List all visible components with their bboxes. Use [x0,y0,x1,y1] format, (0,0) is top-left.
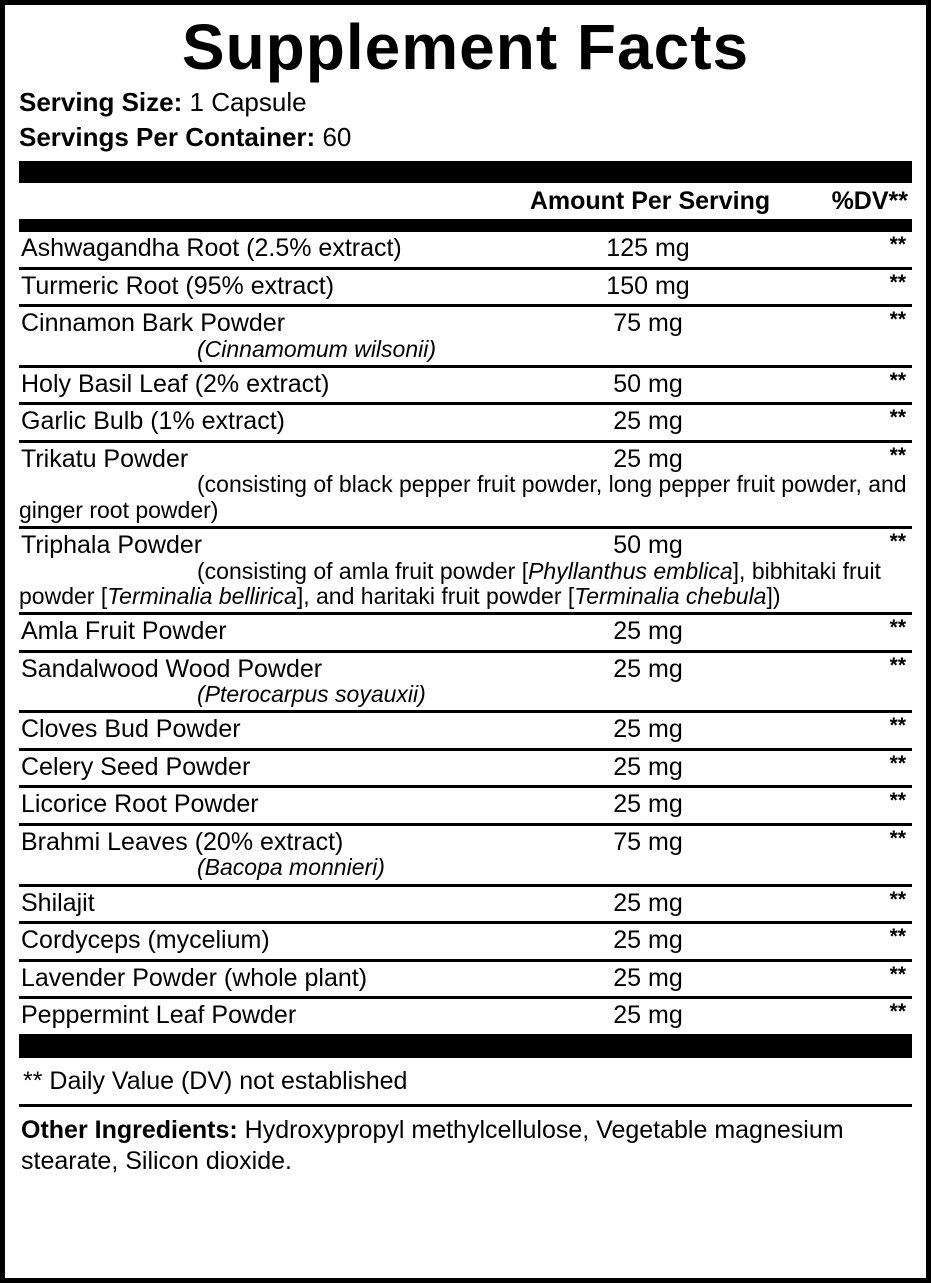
servings-per-container-label: Servings Per Container: [19,122,316,153]
table-row [19,615,912,653]
dv-column-header: %DV** [831,187,908,216]
table-row [19,405,912,443]
ingredient-dv: ** [889,270,906,294]
table-row [19,653,912,714]
ingredient-name: Licorice Root Powder [21,790,259,819]
divider-thick-top [19,161,912,183]
ingredient-amount: 25 mg [613,715,683,744]
ingredient-amount: 75 mg [613,827,683,856]
ingredient-name: Trikatu Powder [21,444,189,473]
table-row [19,826,912,887]
ingredient-detail-text: (consisting of amla fruit powder [Phyllanthus emblica], bibhitaki fruit powder [Terminalia bellirica], and haritaki fruit powder [Terminalia chebula]) [19,557,881,609]
divider-thick-bottom [19,1034,912,1058]
ingredient-dv: ** [889,962,906,986]
ingredient-latin-name: (Cinnamomum wilsonii) [197,335,436,362]
ingredient-name: Brahmi Leaves (20% extract) [21,827,344,856]
other-ingredients [19,1107,912,1178]
ingredient-dv: ** [889,406,906,430]
ingredient-dv: ** [889,789,906,813]
table-row [19,751,912,789]
ingredient-name: Turmeric Root (95% extract) [21,271,335,300]
other-ingredients-value: Hydroxypropyl methylcellulose, Vegetable magnesium stearate, Silicon dioxide. [21,1115,844,1176]
ingredient-amount: 150 mg [606,271,690,300]
ingredient-amount: 25 mg [613,407,683,436]
ingredient-name: Amla Fruit Powder [21,617,227,646]
servings-per-container-line [19,120,912,155]
ingredient-name: Garlic Bulb (1% extract) [21,407,285,436]
ingredient-name: Sandalwood Wood Powder [21,654,323,683]
ingredient-name: Cinnamon Bark Powder [21,309,286,338]
ingredient-name: Shilajit [21,888,95,917]
servings-per-container-value: 60 [322,122,352,153]
ingredient-amount: 25 mg [613,1001,683,1030]
table-row [19,232,912,270]
amount-column-header: Amount Per Serving [529,187,771,216]
ingredient-dv: ** [889,368,906,392]
ingredient-name: Peppermint Leaf Powder [21,1001,297,1030]
ingredient-name: Ashwagandha Root (2.5% extract) [21,234,402,263]
table-row [19,788,912,826]
ingredient-table [19,232,912,1034]
table-row [19,887,912,925]
ingredient-amount: 25 mg [613,963,683,992]
ingredient-detail [19,472,912,523]
ingredient-detail [19,559,912,610]
ingredient-name: Cordyceps (mycelium) [21,926,270,955]
table-row [19,270,912,308]
table-row [19,368,912,406]
ingredient-name: Celery Seed Powder [21,752,251,781]
table-row [19,999,912,1034]
ingredient-dv: ** [889,925,906,949]
ingredient-latin-name: (Pterocarpus soyauxii) [197,681,426,708]
ingredient-amount: 50 mg [613,531,683,560]
table-row [19,962,912,1000]
ingredient-latin-name: (Bacopa monnieri) [197,854,385,881]
serving-size-line [19,85,912,120]
ingredient-dv: ** [889,308,906,332]
table-row [19,443,912,529]
ingredient-amount: 25 mg [613,888,683,917]
ingredient-dv: ** [889,714,906,738]
ingredient-amount: 125 mg [606,234,690,263]
ingredient-dv: ** [889,233,906,257]
ingredient-detail-text: (consisting of black pepper fruit powder, long pepper fruit powder, and ginger root powder) [19,471,907,523]
divider-medium-header [19,219,912,232]
ingredient-name: Lavender Powder (whole plant) [21,963,368,992]
page-title: Supplement Facts [181,11,750,83]
table-row [19,529,912,615]
ingredient-amount: 25 mg [613,926,683,955]
ingredient-dv: ** [889,443,906,467]
ingredient-name: Triphala Powder [21,531,203,560]
ingredient-dv: ** [889,530,906,554]
ingredient-dv: ** [889,751,906,775]
ingredient-amount: 50 mg [613,369,683,398]
other-ingredients-label: Other Ingredients: [21,1115,238,1144]
serving-size-value: 1 Capsule [189,87,307,117]
ingredient-name: Holy Basil Leaf (2% extract) [21,369,330,398]
ingredient-amount: 25 mg [613,752,683,781]
ingredient-amount: 25 mg [613,444,683,473]
ingredient-dv: ** [889,887,906,911]
serving-size-label: Serving Size: [19,87,183,117]
table-row [19,924,912,962]
table-row [19,307,912,368]
ingredient-dv: ** [889,653,906,677]
ingredient-dv: ** [889,616,906,640]
ingredient-dv: ** [889,1000,906,1024]
table-header [19,183,912,219]
ingredient-amount: 25 mg [613,790,683,819]
table-row [19,713,912,751]
dv-footnote: ** Daily Value (DV) not established [23,1066,408,1095]
ingredient-name: Cloves Bud Powder [21,715,241,744]
ingredient-amount: 75 mg [613,309,683,338]
ingredient-dv: ** [889,826,906,850]
ingredient-amount: 25 mg [613,617,683,646]
ingredient-amount: 25 mg [613,654,683,683]
